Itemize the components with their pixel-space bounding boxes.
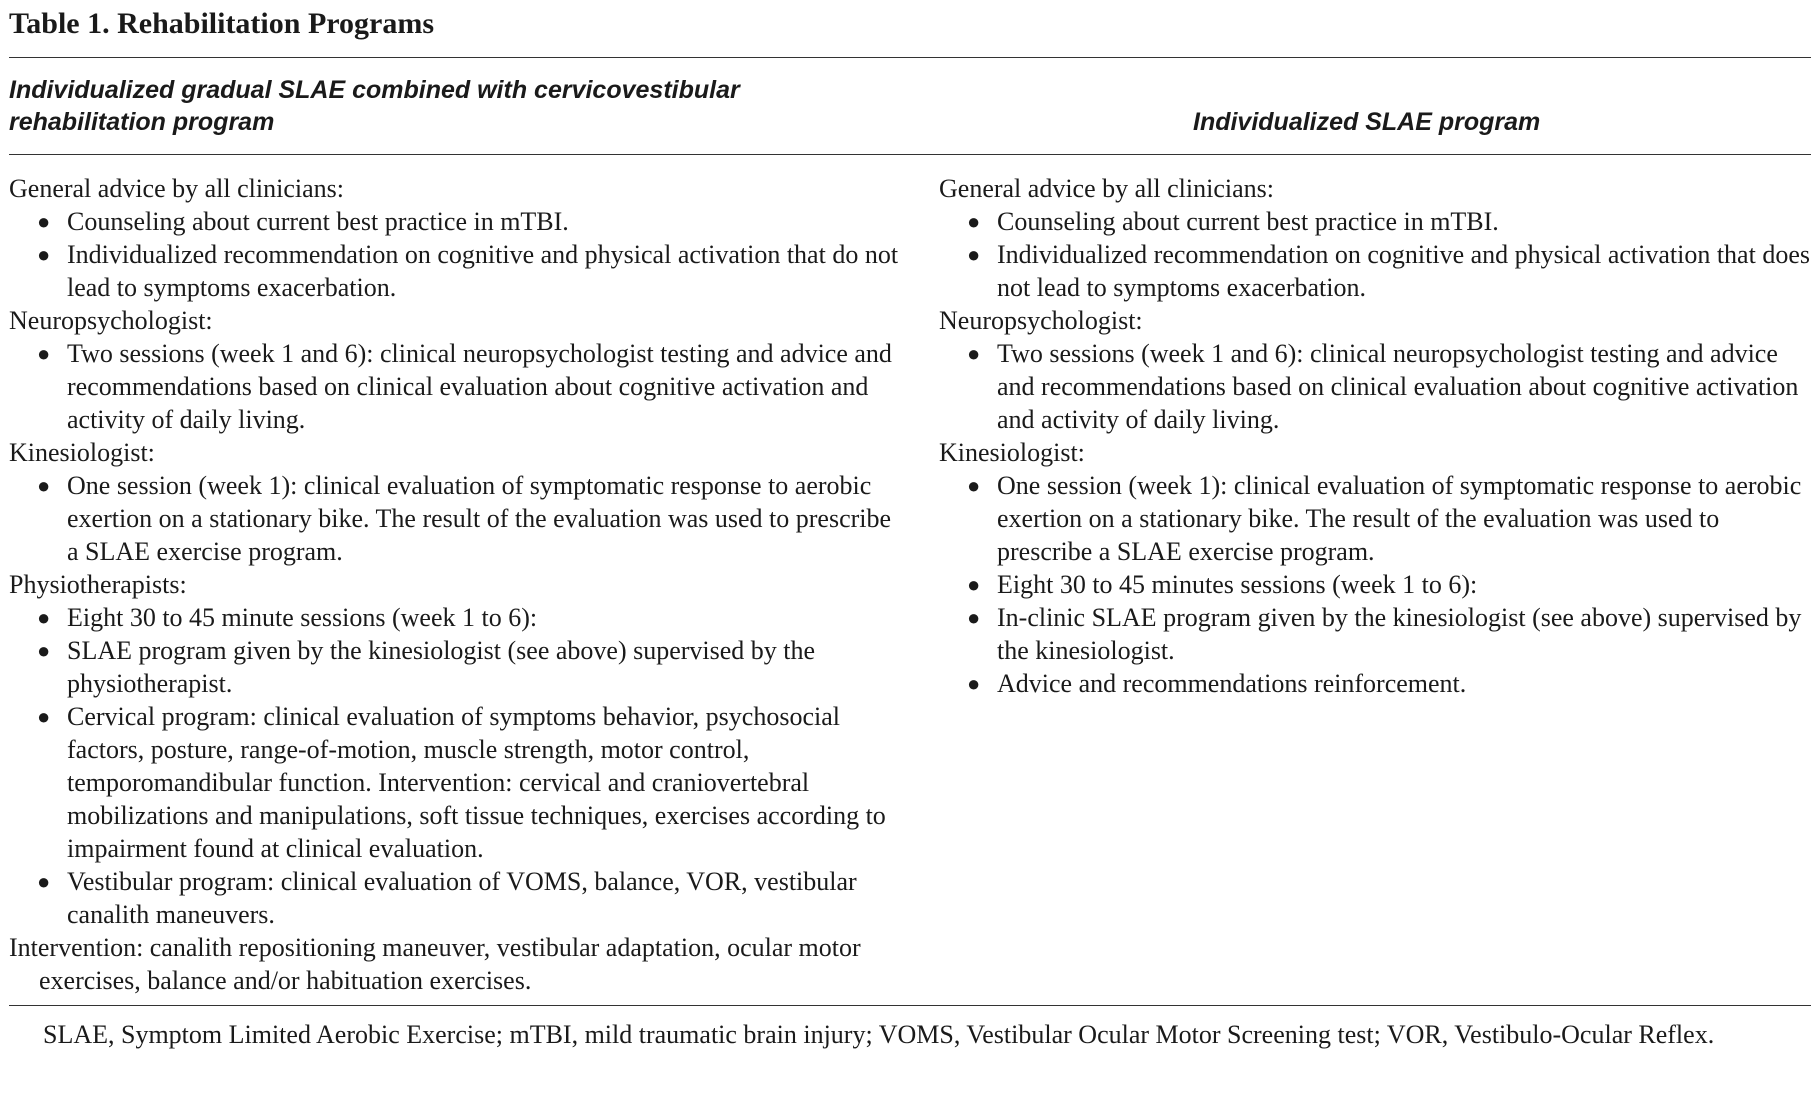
kinesiologist-list [939, 469, 1811, 700]
bullet-icon: ● [967, 605, 981, 630]
list-item: ● Two sessions (week 1 and 6): clinical neuropsychologist testing and advice and recommendations based on clinical evaluation about cognitive activation and activity of daily living. [37, 339, 892, 434]
bullet-icon: ● [37, 704, 51, 729]
bullet-icon: ● [37, 638, 51, 663]
bullet-icon: ● [37, 242, 51, 267]
right-column [939, 172, 1811, 700]
bullet-icon: ● [967, 572, 981, 597]
bullet-icon: ● [37, 209, 51, 234]
left-column-header [9, 74, 889, 138]
bullet-icon: ● [967, 341, 981, 366]
intervention-text: Intervention: canalith repositioning maneuver, vestibular adaptation, ocular motor exercises, balance and/or habituation exercises. [9, 933, 861, 995]
left-column [9, 172, 899, 997]
neuropsychologist-list [939, 337, 1811, 436]
section-heading-general-advice: General advice by all clinicians: [939, 174, 1274, 203]
section-heading-kinesiologist: Kinesiologist: [9, 438, 155, 467]
bullet-icon: ● [37, 473, 51, 498]
table-footnote: SLAE, Symptom Limited Aerobic Exercise; mTBI, mild traumatic brain injury; VOMS, Vestibular Ocular Motor Screening test; VOR, Vestibulo-Ocular Reflex. [43, 1020, 1715, 1049]
general-advice-list [939, 205, 1811, 304]
list-item: ● One session (week 1): clinical evaluation of symptomatic response to aerobic exertion on a stationary bike. The result of the evaluation was used to prescribe a SLAE exercise program. [37, 471, 892, 566]
list-item: ● SLAE program given by the kinesiologist (see above) supervised by the physiotherapist. [37, 636, 816, 698]
general-advice-list [9, 205, 899, 304]
list-item: ● Counseling about current best practice in mTBI. [37, 207, 569, 236]
list-item: ● In-clinic SLAE program given by the kinesiologist (see above) supervised by the kinesiologist. [967, 603, 1802, 665]
bullet-icon: ● [967, 473, 981, 498]
neuropsychologist-list [9, 337, 899, 436]
list-item: ● Individualized recommendation on cognitive and physical activation that does not lead to symptoms exacerbation. [967, 240, 1810, 302]
list-item: ● Advice and recommendations reinforcement. [967, 669, 1467, 698]
left-column-header-line1: Individualized gradual SLAE combined with cervicovestibular [9, 76, 740, 104]
list-item: ● Individualized recommendation on cognitive and physical activation that do not lead to symptoms exacerbation. [37, 240, 899, 302]
top-rule [9, 57, 1811, 58]
list-item: ● Cervical program: clinical evaluation of symptoms behavior, psychosocial factors, posture, range-of-motion, muscle strength, motor control, temporomandibular function. Intervention: cervical and craniovertebral mobilizations and manipulations, soft tissue techniques, exercises according to impairment found at clinical evaluation. [37, 702, 886, 863]
section-heading-general-advice: General advice by all clinicians: [9, 174, 344, 203]
bullet-icon: ● [967, 671, 981, 696]
bullet-icon: ● [37, 605, 51, 630]
bullet-icon: ● [967, 242, 981, 267]
list-item: ● Eight 30 to 45 minutes sessions (week 1 to 6): [967, 570, 1478, 599]
list-item: ● Two sessions (week 1 and 6): clinical neuropsychologist testing and advice and recommendations based on clinical evaluation about cognitive activation and activity of daily living. [967, 339, 1799, 434]
table-title: Table 1. Rehabilitation Programs [9, 7, 435, 40]
bottom-rule [9, 1005, 1811, 1006]
section-heading-neuropsychologist: Neuropsychologist: [939, 306, 1143, 335]
header-rule [9, 154, 1811, 155]
list-item: ● Vestibular program: clinical evaluation of VOMS, balance, VOR, vestibular canalith maneuvers. [37, 867, 857, 929]
list-item: ● Eight 30 to 45 minute sessions (week 1 to 6): [37, 603, 538, 632]
kinesiologist-list [9, 469, 899, 568]
left-column-header-line2: rehabilitation program [9, 108, 275, 136]
bullet-icon: ● [37, 869, 51, 894]
right-column-header: Individualized SLAE program [1193, 108, 1541, 136]
physiotherapists-list [9, 601, 899, 931]
section-heading-neuropsychologist: Neuropsychologist: [9, 306, 213, 335]
section-heading-physiotherapists: Physiotherapists: [9, 570, 187, 599]
section-heading-kinesiologist: Kinesiologist: [939, 438, 1085, 467]
bullet-icon: ● [37, 341, 51, 366]
bullet-icon: ● [967, 209, 981, 234]
list-item: ● Counseling about current best practice in mTBI. [967, 207, 1499, 236]
list-item: ● One session (week 1): clinical evaluation of symptomatic response to aerobic exertion on a stationary bike. The result of the evaluation was used to prescribe a SLAE exercise program. [967, 471, 1802, 566]
